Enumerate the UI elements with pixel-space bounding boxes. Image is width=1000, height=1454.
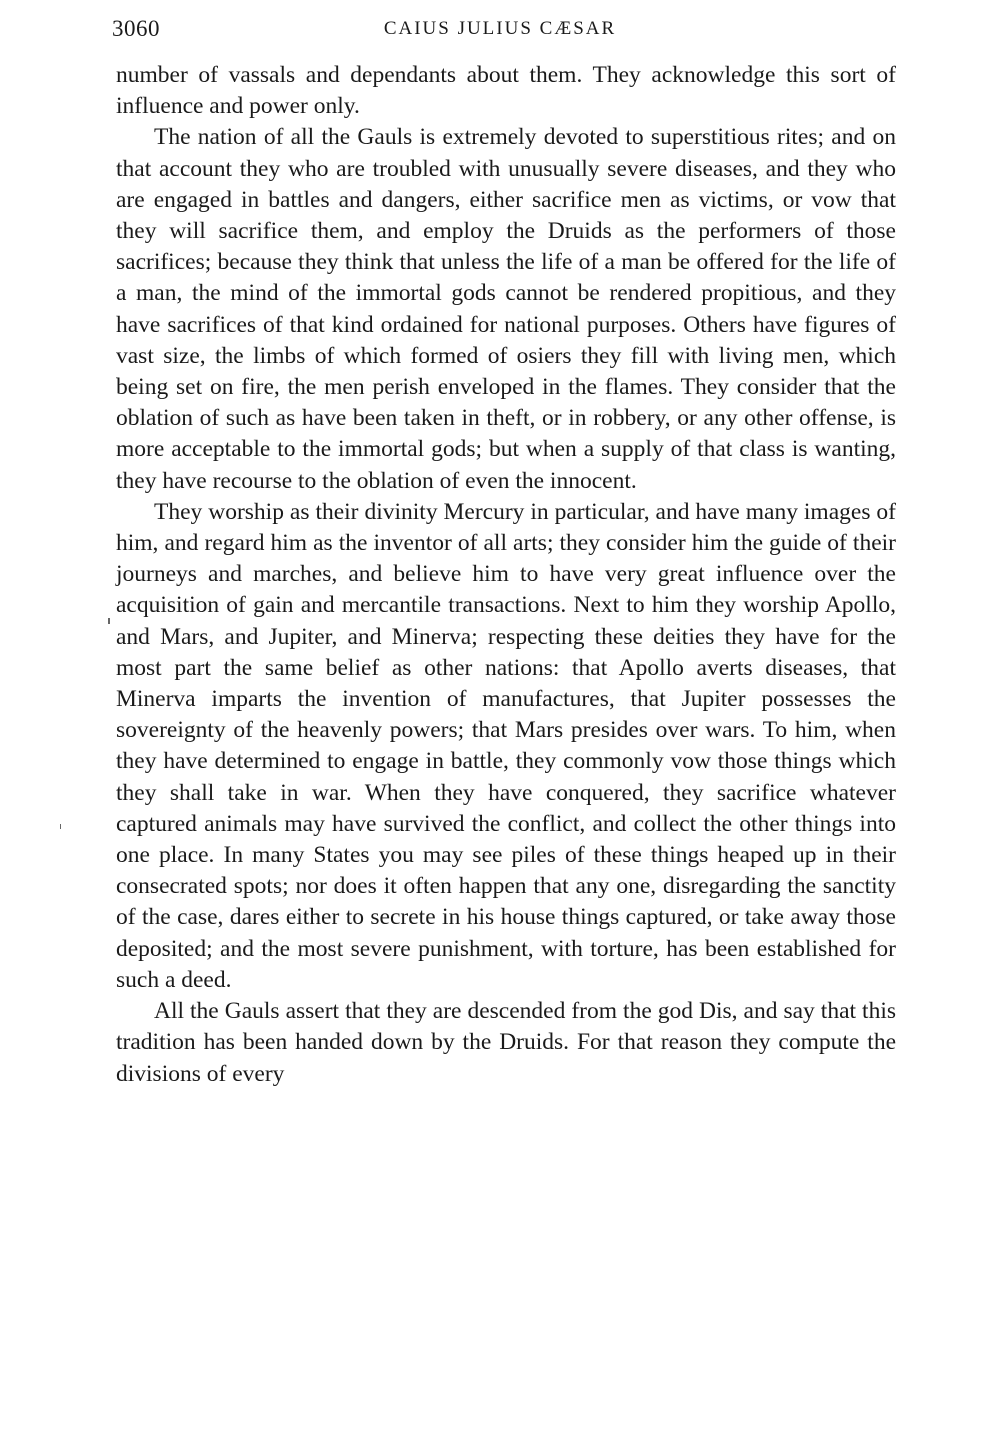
paragraph-worship-mercury: They worship as their divinity Mercury in particular, and have many images of him, and regard him as the inventor of all arts; they consider him the guide of their journeys and marches, and believe him to have very great influence over the acquisition of gain and mercantile transactions. Next to him they worship Apollo, and Mars, and Jupiter, and Minerva; respecting these deities they have for the most part the same belief as other nations: that Apollo averts diseases, that Minerva imparts the invention of manufactures, that Jupiter possesses the sovereignty of the heavenly powers; that Mars presides over wars. To him, when they have determined to engage in battle, they commonly vow those things which they shall take in war. When they have conquered, they sacrifice whatever captured animals may have survived the conflict, and collect the other things into one place. In many States you may see piles of these things heaped up in their consecrated spots; nor does it often happen that any one, disregarding the sanctity of the case, dares either to secrete in his house things captured, or take away those deposited; and the most severe punishment, with torture, has been established for such a deed.	[116, 498, 896, 993]
running-title: CAIUS JULIUS CÆSAR	[383, 18, 617, 39]
margin-speck	[60, 824, 61, 829]
margin-speck	[108, 618, 110, 624]
paragraph-continued: number of vassals and dependants about them. They acknowledge this sort of influence and power only.	[116, 62, 896, 120]
paragraph-descended-from-dis: All the Gauls assert that they are descended from the god Dis, and say that this tradition has been handed down by the Druids. For that reason they compute the divisions of every	[116, 998, 896, 1087]
page-number: 3060	[112, 16, 160, 41]
body-text	[116, 60, 896, 1090]
paragraph-superstitions: The nation of all the Gauls is extremely devoted to superstitious rites; and on that account they who are troubled with unusually severe diseases, and they who are engaged in battles and dangers, either sacrifice men as victims, or vow that they will sacrifice them, and employ the Druids as the performers of those sacrifices; because they think that unless the life of a man be offered for the life of a man, the mind of the immortal gods cannot be rendered propitious, and they have sacrifices of that kind ordained for national purposes. Others have figures of vast size, the limbs of which formed of osiers they fill with living men, which being set on fire, the men perish enveloped in the flames. They consider that the oblation of such as have been taken in theft, or in robbery, or any other offense, is more acceptable to the immortal gods; but when a supply of that class is wanting, they have recourse to the oblation of even the innocent.	[116, 124, 896, 494]
